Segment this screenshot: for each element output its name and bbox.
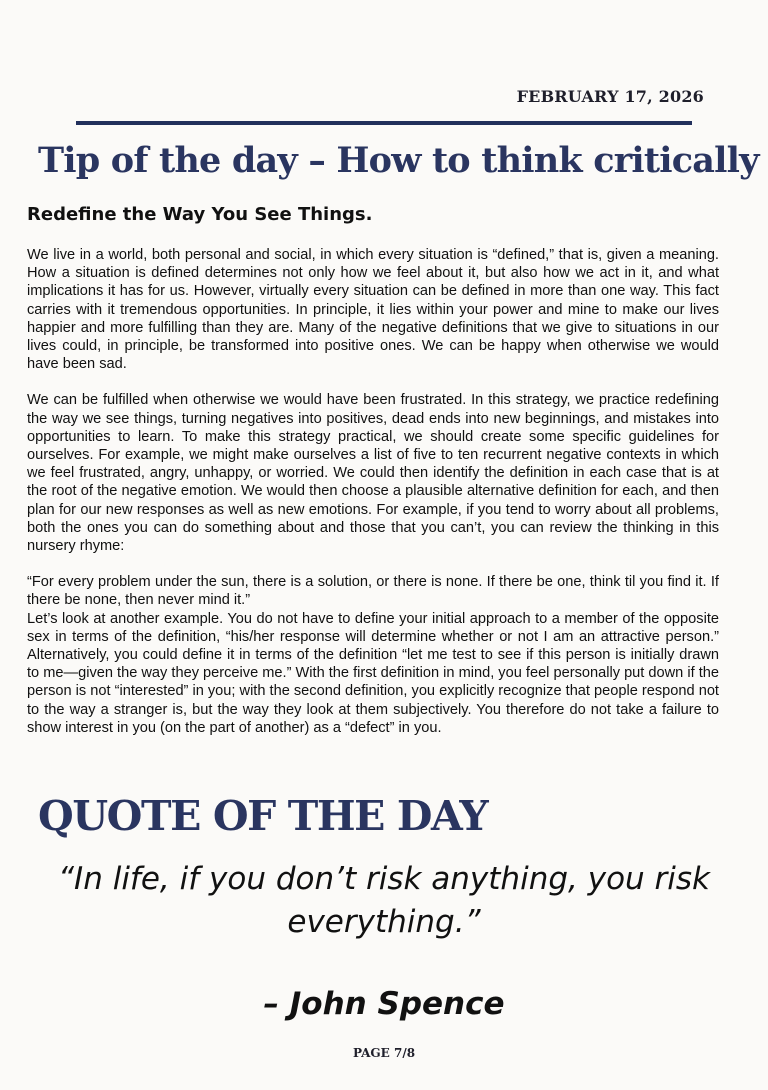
quote-author: – John Spence	[263, 986, 505, 1022]
quote-text: “In life, if you don’t risk anything, you risk everything.”	[58, 861, 710, 940]
page-number: PAGE 7/8	[352, 1046, 416, 1060]
paragraph-2: We can be fulfilled when otherwise we would have been frustrated. In this strategy, we practice redefining the way we see things, turning negatives into positives, dead ends into new beginnings, and mistakes into opportunities to learn. To make this strategy practical, we should create some specific guidelines for ourselves. For example, we might make ourselves a list of five to ten recurrent negative contexts in which we feel frustrated, angry, unhappy, or worried. We could then identify the definition in each case that is at the root of the negative emotion. We would then choose a plausible alternative definition for each, and then plan for our new responses as well as new emotions. For example, if you tend to worry about all problems, both the ones you can do something about and those that you can’t, you can review the thinking in this nursery rhyme:	[27, 392, 719, 555]
quote-heading: QUOTE OF THE DAY	[38, 792, 488, 840]
paragraph-1: We live in a world, both personal and social, in which every situation is “defined,” that is, given a meaning. How a situation is defined determines not only how we feel about it, but also how we act in it, and what implications it has for us. However, virtually every situation can be defined in more than one way. This fact carries with it tremendous opportunities. In principle, it lies within your power and mine to make our lives happier and more fulfilling than they are. Many of the negative definitions that we give to situations in our lives could, in principle, be transformed into positive ones. We can be happy when otherwise we would have been sad.	[27, 247, 719, 373]
nursery-rhyme-quote: “For every problem under the sun, there is a solution, or there is none. If there be one, think til you find it. If there be none, then never mind it.”	[27, 574, 719, 609]
paragraph-4: Let’s look at another example. You do not have to define your initial approach to a member of the opposite sex in terms of the definition, “his/her response will determine whether or not I am an attractive person.” Alternatively, you could define it in terms of the definition “let me test to see if this person is initially drawn to me—given the way they perceive me.” With the first definition in mind, you feel personally put down if the person is not “interested” in you; with the second definition, you explicitly recognize that people respond not to the way a stranger is, but the way they look at them subjectively. You therefore do not take a failure to show interest in you (on the part of another) as a “defect” in you.	[27, 610, 719, 736]
article-body	[27, 246, 719, 737]
section-subheading: Redefine the Way You See Things.	[27, 204, 373, 225]
page-title: Tip of the day – How to think critically	[38, 140, 759, 181]
issue-date: FEBRUARY 17, 2026	[516, 87, 704, 106]
header-divider	[76, 121, 692, 125]
